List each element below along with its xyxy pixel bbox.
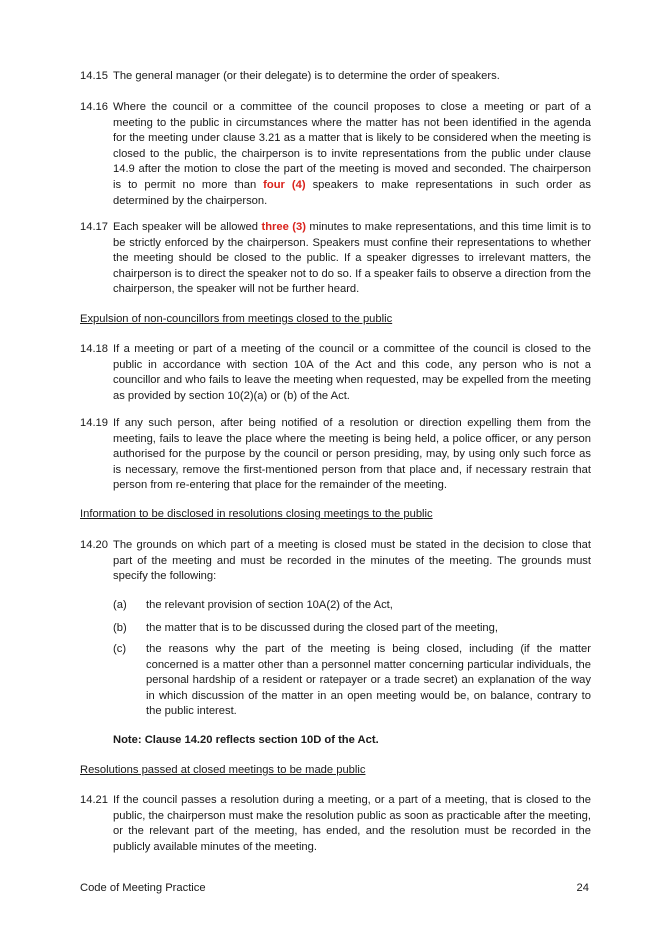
clause-text: If the council passes a resolution during a meeting, or a part of a meeting, that is closed to the public, the chairperson must make the resolution public as soon as practicable after the meeting, or the relevant part of the meeting, has ended, and the resolution must be recorded in the publicly available minutes of the meeting.	[113, 794, 591, 853]
list-item-text: the relevant provision of section 10A(2) of the Act,	[146, 599, 393, 611]
list-item-label: (c)	[113, 643, 127, 655]
note: Note: Clause 14.20 reflects section 10D of the Act.	[113, 734, 379, 746]
clause-number: 14.15	[80, 70, 108, 82]
list-item-label: (b)	[113, 622, 127, 634]
clause-14-16	[80, 100, 591, 209]
clause-number: 14.19	[80, 417, 108, 429]
clause-14-15	[80, 69, 591, 85]
time-limit-highlight: three (3)	[261, 221, 306, 233]
footer-title: Code of Meeting Practice	[80, 882, 206, 894]
page-number: 24	[576, 882, 589, 894]
clause-text: If any such person, after being notified of a resolution or direction expelling them from the meeting, fails to leave the place where the meeting is being held, a police officer, or any person authorised for the purpose by the council or person presiding, may, by using only such force as is necessary, remove the first-mentioned person from that place and, if necessary restrain that person from re-entering that place for the remainder of the meeting.	[113, 417, 591, 492]
clause-number: 14.20	[80, 539, 108, 551]
speaker-limit-highlight: four (4)	[263, 178, 306, 191]
list-item-label: (a)	[113, 599, 127, 611]
section-heading-information: Information to be disclosed in resolutions closing meetings to the public	[80, 508, 433, 520]
clause-14-21	[80, 793, 591, 855]
clause-text: If a meeting or part of a meeting of the council or a committee of the council is closed to the public in accordance with section 10A of the Act and this code, any person who is not a councillor and who fails to leave the meeting when requested, may be expelled from the meeting as provided by section 10(2)(a) or (b) of the Act.	[113, 343, 591, 402]
clause-14-20	[80, 538, 591, 585]
clause-14-19	[80, 416, 591, 494]
section-heading-expulsion: Expulsion of non-councillors from meetings closed to the public	[80, 313, 393, 325]
clause-number: 14.16	[80, 101, 108, 113]
clause-number: 14.17	[80, 221, 108, 233]
section-heading-resolutions: Resolutions passed at closed meetings to be made public	[80, 764, 366, 776]
list-item-text: the matter that is to be discussed during the closed part of the meeting,	[146, 622, 498, 634]
clause-14-18	[80, 342, 591, 404]
clause-number: 14.18	[80, 343, 108, 355]
list-item	[113, 621, 591, 637]
list-item	[113, 642, 591, 720]
list-item-text: the reasons why the part of the meeting is being closed, including (if the matter concerned is a matter other than a personnel matter concerning particular individuals, the personal hardship of a resident or ratepayer or a trade secret) an explanation of the way in which discussion of the matter in an open meeting would be, on balance, contrary to the public interest.	[146, 643, 591, 718]
list-item	[113, 598, 591, 614]
clause-text: Each speaker will be allowed three (3) minutes to make representations, and this time limit is to be strictly enforced by the chairperson. Speakers must confine their representations to whether the meeting should be closed to the public. If a speaker digresses to irrelevant matters, the chairperson is to direct the speaker not to do so. If a speaker fails to observe a direction from the chairperson, the speaker will not be further heard.	[113, 221, 592, 296]
clause-text: Where the council or a committee of the council proposes to close a meeting or part of a meeting to the public in circumstances where the matter has not been identified in the agenda for the meeting under clause 3.21 as a matter that is likely to be considered when the meeting is closed to the public, the chairperson is to invite representations from the public under clause 14.9 after the motion to close the part of the meeting is moved and seconded. The chairperson is to permit no more than four (4) speakers to make representations in such order as determined by the chairperson.	[113, 101, 591, 207]
clause-text: The grounds on which part of a meeting is closed must be stated in the decision to close that part of the meeting and must be recorded in the minutes of the meeting. The grounds must specify the following:	[113, 539, 591, 583]
clause-number: 14.21	[80, 794, 108, 806]
clause-text: The general manager (or their delegate) is to determine the order of speakers.	[113, 70, 500, 82]
clause-14-17	[80, 220, 591, 298]
